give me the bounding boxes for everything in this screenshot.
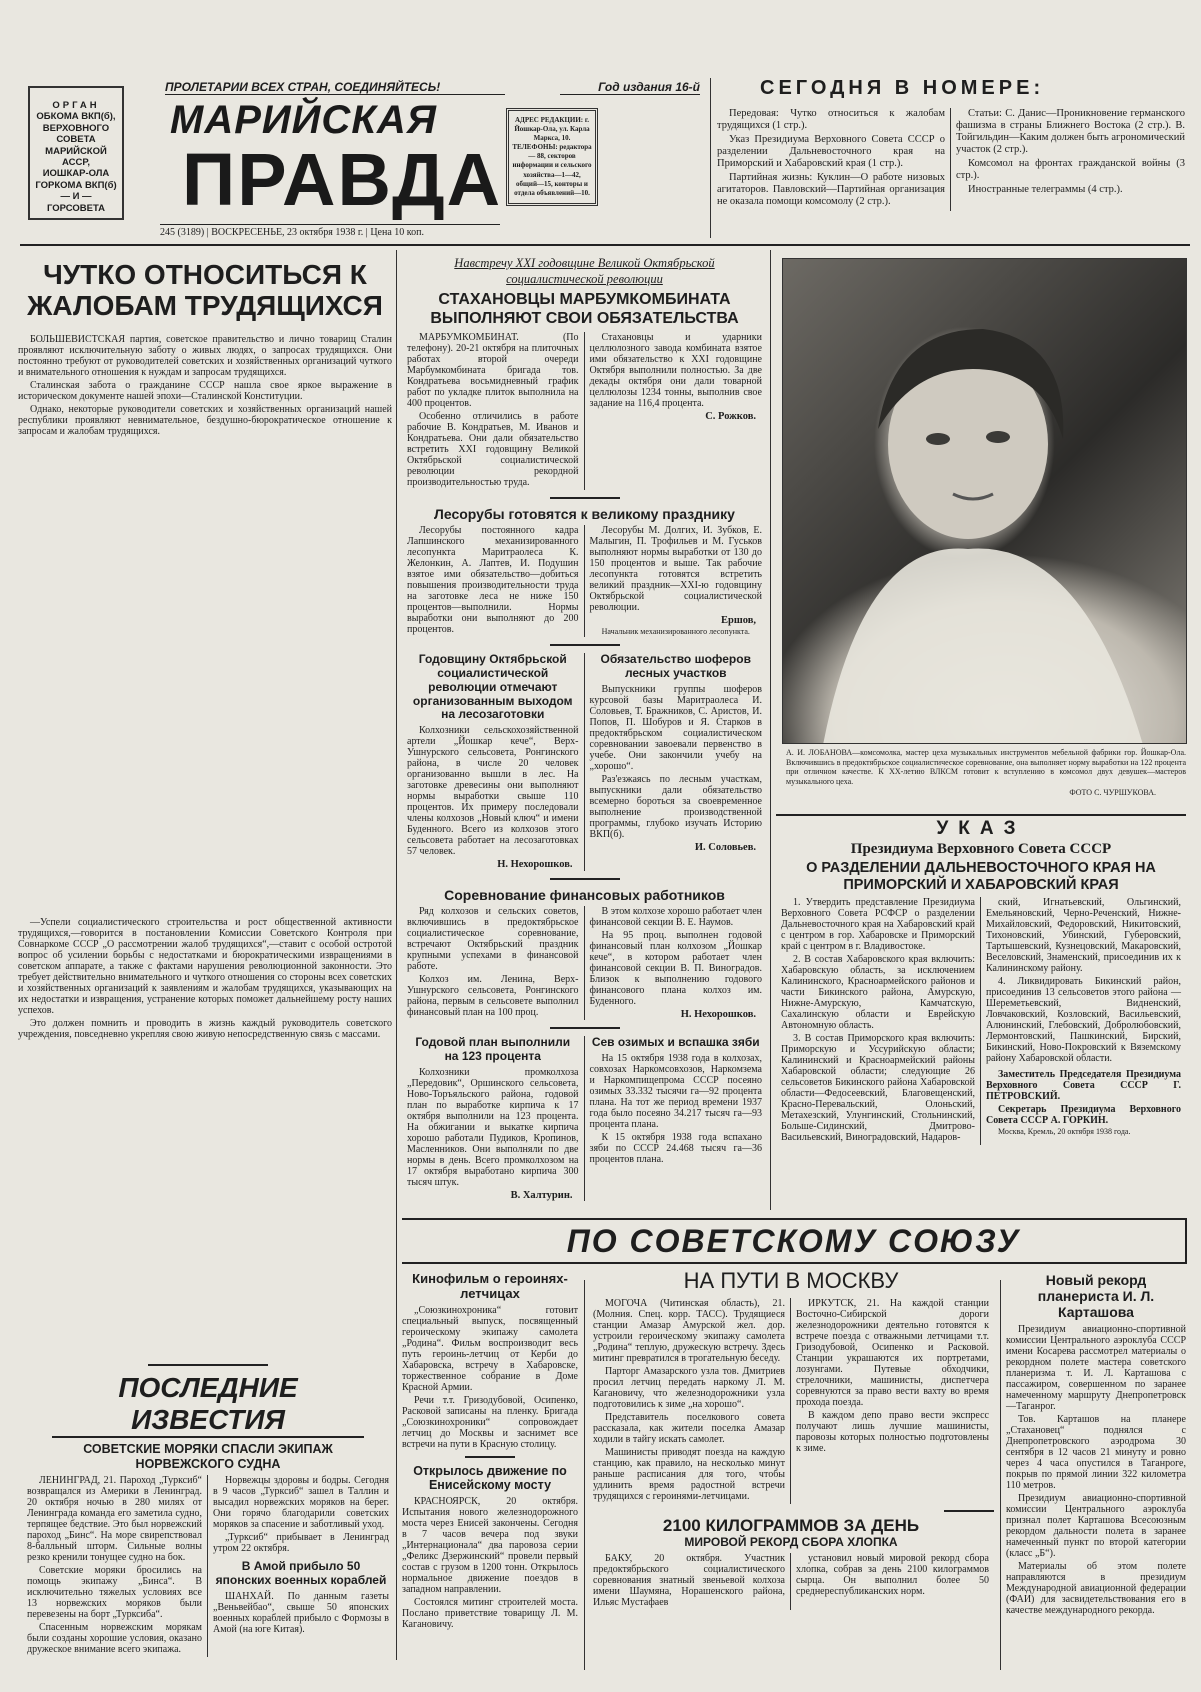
latest-news-title: ПОСЛЕДНИЕ ИЗВЕСТИЯ <box>52 1372 364 1438</box>
portrait-figure <box>783 259 1187 744</box>
article-paragraph: К 15 октября 1938 года вспахано зяби по СССР 24.468 тысяч га—36 процентов плана. <box>589 1132 762 1166</box>
author: Н. Нехорошков. <box>497 859 573 871</box>
article-paragraph: МОГОЧА (Читинская область), 21. (Молния. Спец. корр. ТАСС). Трудящиеся станции Амазар Амурской жел. дор. устроили героическому экипажу самолета „Родина“ теплую, дружескую встречу. Здесь митинг превратился в трогательную беседу. <box>593 1298 785 1365</box>
contents <box>712 108 1190 211</box>
article-title: 2100 КИЛОГРАММОВ ЗА ДЕНЬ <box>662 1516 920 1536</box>
decree-paragraph: 2. В состав Хабаровского края включить: Хабаровскую область, за исключением Калининского, Красноармейского районов и части Бикинского района, Амурскую, Нижне-Амурскую, Камчатскую, Сахалинскую области и Еврейскую Автономную область. <box>781 954 975 1032</box>
article-paragraph: Представитель поселкового совета рассказала, как жители поселка Амазар ходили в тайгу искать самолет. <box>593 1412 785 1446</box>
photo-caption <box>786 748 1186 798</box>
issue-number: 245 (3189) <box>160 227 205 238</box>
article-title: Годовщину Октябрьской социалистической революции отмечают организованным выходом на лесозаготовки <box>412 652 573 722</box>
decree-paragraph: 3. В состав Приморского края включить: Приморскую и Уссурийскую области; Калининский и Красноармейский районы Хабаровской области; следующие 26 сельсоветов Бикинского района Хабаровской области—Федосеевский, Благовещенский, Красно-Перевальский, Олоньский, Метахезский, Улунгинский, Стольнинский, Больше-Сидинский, Дмитрово-Васильевский, Виноградовский, Надаров- <box>781 1033 975 1144</box>
editorial-paragraph: —Успели социалистического строительства и рост общественной активности трудящихся,—говорится в постановлении Комиссии Советского Контроля при Совнаркоме СССР „О рассмотрении жалоб трудящихся“,—ставит с особой остротой вопрос об усилении борьбы с недостатками и бюрократическими извращениями в советском аппарате, а также с фактами нарушения революционной законности. Это требует действительно внимательного и чуткого отношения со стороны всех советских и хозяйственных организаций к заявлениям и жалобам трудящихся, указывающих на их недостатки и извращения, устранение которых поможет дальнейшему росту наших успехов. <box>18 916 392 1016</box>
author: В. Халтурин. <box>510 1189 573 1201</box>
article-paragraph: Речи т.т. Гризодубовой, Осипенко, Расковой записаны на пленку. Бригада „Союзкинохроники“ сопровождает летчиц до Москвы и заснимет все встречи на пути в Красную столицу. <box>402 1394 578 1450</box>
ornament-divider <box>148 1364 268 1366</box>
latest-news <box>22 1360 394 1657</box>
address-box <box>506 108 598 206</box>
author-role: Начальник механизированного лесопункта. <box>601 626 750 636</box>
decree-title: УКАЗ <box>936 818 1026 839</box>
author: И. Соловьев. <box>694 841 756 853</box>
decree-subtitle: Президиума Верховного Совета СССР <box>850 840 1112 857</box>
contents-title: СЕГОДНЯ В НОМЕРЕ: <box>760 77 1045 99</box>
year-of-publication: Год издания 16-й <box>560 80 700 95</box>
decree-signature: Секретарь Президиума Верховного Совета СССР А. ГОРКИН. <box>986 1104 1181 1127</box>
article-title: В Амой прибыло 50 японских военных кораблей <box>215 1559 387 1587</box>
caption-text: А. И. ЛОБАНОВА—комсомолка, мастер цеха музыкальных инструментов мебельной фабрики гор. Йошкар-Ола. Включившись в предоктябрьское социалистическое соревнование, она выполняет норму выработки на 122 процента при отличном качестве. К XX-летию ВЛКСМ готовит к вступлению в комсомол двух девушек—мастеров музыкального цеха. <box>786 748 1186 786</box>
organ-line: ОРГАН <box>52 100 100 111</box>
issue-date: ВОСКРЕСЕНЬЕ, 23 октября 1938 г. <box>211 227 364 238</box>
article-paragraph: На 15 октября 1938 года в колхозах, совхозах Наркомсовхозов, Наркомзема и Наркомпищепрома СССР посеяно озимых 33.332 тысячи га—92 процента плана. На тот же период времени 1937 года было посеяно 34.217 тысяч га—93 процента плана. <box>589 1053 762 1131</box>
author: Н. Нехорошков. <box>680 1008 756 1020</box>
editorial-title: ЧУТКО ОТНОСИТЬСЯ К ЖАЛОБАМ ТРУДЯЩИХСЯ <box>27 259 383 321</box>
organ-line: ОБКОМА ВКП(б), <box>36 111 116 123</box>
article-paragraph: Колхоз им. Ленина, Верх-Ушнурского сельсовета, Ронгинского района, первым в сельсовете выполнил финансовый план на 100 проц. <box>407 973 579 1018</box>
article-paragraph: БАКУ, 20 октября. Участник предоктябрьского социалистического соревнования знатный звеньевой колхоза имени Шаумяна, Норашенского района, Ильяс Мустафаев <box>593 1552 785 1608</box>
put-article <box>588 1268 994 1610</box>
article-title: Соревнование финансовых работников <box>444 886 725 903</box>
center-column <box>402 256 767 1201</box>
decree-headline: О РАЗДЕЛЕНИИ ДАЛЬНЕВОСТОЧНОГО КРАЯ НА ПРИМОРСКИЙ И ХАБАРОВСКИЙ КРАЯ <box>806 859 1156 893</box>
organ-line: МАРИЙСКОЙ АССР, <box>45 145 107 168</box>
slogan: ПРОЛЕТАРИИ ВСЕХ СТРАН, СОЕДИНЯЙТЕСЬ! <box>165 80 505 95</box>
article-paragraph: ШАНХАЙ. По данным газеты „Веньвейбао“, свыше 50 японских военных кораблей прибыло с Формозы в Амой (на юге Китая). <box>213 1590 389 1635</box>
article-paragraph: Президиум авиационно-спортивной комиссии Центрального аэроклуба СССР имени Косарева рассмотрел материалы о рекордном полете мастера советского планеризма т. И. Л. Карташова с пассажиром, совершенном по заранее намеченному маршруту Днепропетровск—Таганрог. <box>1006 1324 1186 1413</box>
article-paragraph: На 95 проц. выполнен годовой финансовый план колхозом „Йошкар кече“, в котором работает член финансовой секции В. П. Виноградов. Близок к выполнению годового финансового плана колхоз им. Буденного. <box>589 929 762 1007</box>
article-paragraph: Спасенным норвежским морякам были созданы хорошие условия, оказано дружеское внимание всего экипажа. <box>27 1622 202 1656</box>
organ-line: ГОРКОМА ВКП(б) <box>35 179 117 191</box>
editorial <box>18 254 392 1042</box>
article-paragraph: ЛЕНИНГРАД, 21. Пароход „Турксиб“ возвращался из Америки в Ленинград. 20 октября ночью в 280 милях от Ленинграда команда его заметила судно, терпящее бедствие. Это был норвежский пароход „Бинс“. На море свирепствовал 8-балльный шторм. Сильные волны резко кренили тонущее судно на бок. <box>27 1475 202 1564</box>
article-paragraph: Стахановцы и ударники целлюлозного завода комбината взятое ими обязательство к XXI годовщине Октября выполнили полностью. За две декады октября они дали товарной целлюлозы 1234 тонны, выполнив свое задание на 116,4 процента. <box>589 332 762 410</box>
kino-article <box>402 1272 578 1632</box>
newspaper-title-2: ПРАВДА <box>182 138 503 221</box>
price: Цена 10 коп. <box>370 227 424 238</box>
article-title: Обязательство шоферов лесных участков <box>600 652 751 680</box>
article-title: Новый рекорд планериста И. Л. Карташова <box>1037 1272 1155 1321</box>
article-paragraph: Материалы об этом полете направляются в президиум Международной авиационной федерации (ФАИ) для засвидетельствования его в качестве международного рекорда. <box>1006 1561 1186 1617</box>
editorial-paragraph: Сталинская забота о гражданине СССР нашла свое яркое выражение в историческом документе нашей эпохи—Сталинской Конституции. <box>18 379 392 402</box>
decree-place-date: Москва, Кремль, 20 октября 1938 года. <box>998 1127 1131 1137</box>
article-paragraph: Лесорубы М. Долгих, И. Зубков, Е. Малыгин, П. Трофильев и М. Гуськов выполняют нормы выработки от 130 до 150 процентов и выше. Так рабочие лесопункта готовятся встретить великий праздник—XXI-ю годовщину Октябрьской социалистической революции. <box>589 525 762 614</box>
decree-paragraph: 1. Утвердить представление Президиума Верховного Совета РСФСР о разделении Дальневосточного края на Хабаровский край с центром в гор. Хабаровске и Приморский край с центром в г. Владивостоке. <box>781 897 975 953</box>
kicker: Навстречу XXI годовщине Великой Октябрьской социалистической революции <box>454 256 715 286</box>
contents-item: Иностранные телеграммы (4 стр.). <box>968 184 1123 196</box>
article-paragraph: В каждом депо право вести экспресс получают лишь лучшие машинисты, паровозы которых полностью подготовлены к зиме. <box>796 1410 989 1455</box>
contents-item: Передовая: Чутко относиться к жалобам трудящихся (1 стр.). <box>717 108 945 132</box>
decree-signature: Заместитель Председателя Президиума Верховного Совета СССР Г. ПЕТРОВСКИЙ. <box>986 1069 1181 1103</box>
article-subtitle: МИРОВОЙ РЕКОРД СБОРА ХЛОПКА <box>684 1534 898 1549</box>
article-paragraph: МАРБУМКОМБИНАТ. (По телефону). 20-21 октября на плиточных работах второй очереди Марбумкомбината бригада тов. Кондратьева восьмидневный график работ по укладке плиток выполнила на 400 процентов. <box>407 332 579 410</box>
soviet-banner <box>402 1218 1187 1264</box>
article-title: Сев озимых и вспашка зяби <box>591 1035 760 1050</box>
article-paragraph: Тов. Карташов на планере „Стахановец“ поднялся с Днепропетровского аэродрома 30 сентября в 12 часов 21 минуту и ровно через 4 часа опустился в Таганроге, покрыв по прямой линии 322 километра 110 метров. <box>1006 1414 1186 1492</box>
article-paragraph: Парторг Амазарского узла тов. Дмитриев просил летчиц передать наркому Л. М. Кагановичу, что железнодорожники узла подготовились к зиме „на хорошо“. <box>593 1366 785 1411</box>
decree-paragraph: 4. Ликвидировать Бикинский район, присоединив 13 сельсоветов этого района — Шереметьевский, Видненский, Ловчаковский, Козловский, Васильевский, Алюнинский, Глебовский, Добролюбовский, Лермонтовский, Пашкинский, Бирский, Бикинский, Ново-Покровский к Вяземскому району Хабаровской области. <box>986 976 1181 1065</box>
article-paragraph: Машинисты приводят поезда на каждую станцию, как правило, на несколько минут раньше расписания для того, чтобы удлинить время радостной встречи трудящихся с героинями-летчицами. <box>593 1447 785 1503</box>
editorial-paragraph: Это должен помнить и проводить в жизнь каждый руководитель советского учреждения, повседневно укрепляя свою живую непосредственную связь с массами. <box>18 1017 392 1040</box>
article-paragraph: Президиум авиационно-спортивной комиссии Центрального аэроклуба признал полет Карташова Всесоюзным рекордом дальности полета в заранее намеченный пункт по второй категории (класс „Б“). <box>1006 1493 1186 1560</box>
portrait-photo <box>782 258 1187 744</box>
article-title: СОВЕТСКИЕ МОРЯКИ СПАСЛИ ЭКИПАЖ НОРВЕЖСКОГО СУДНА <box>83 1442 333 1471</box>
article-paragraph: установил новый мировой рекорд сбора хлопка, собрав за день 2100 килограммов сырца. Он выполнил более 50 среднереспубликанских норм. <box>796 1552 989 1597</box>
article-title: НА ПУТИ В МОСКВУ <box>683 1268 899 1293</box>
decree-paragraph: ский, Игнатьевский, Ольгинский, Емельяновский, Черно-Реченский, Нижне-Михайловский, Федоровский, Никитовский, Тихоновский, Убинский, Губеровский, Тартышевский, Кузнецовский, Макаровский, Веселовский, Знаменский, присоединив их к Калининскому району. <box>986 897 1181 975</box>
issue-line: 245 (3189) | ВОСКРЕСЕНЬЕ, 23 октября 1938 г. | Цена 10 коп. <box>160 224 500 239</box>
article-paragraph: Выпускники группы шоферов курсовой базы Маритраолеса И. Соловьев, Т. Бражников, С. Аристов, И. Попов, П. Шобуров и Я. Старков в предоктябрьском социалистическом соревновании завоевали первенство в учебе. Они закончили учебу на „хорошо“. <box>589 683 762 772</box>
article-paragraph: ИРКУТСК, 21. На каждой станции Восточно-Сибирской дороги железнодорожники деятельно готовятся к встрече поезда с отважными летчицами т.т. Гризодубовой, Осипенко и Расковой. Станции украшаются их портретами, лозунгами. Путевые обходчики, стрелочники, машинисты, диспетчера соревнуются за право вести вахту во время прохода поезда. <box>796 1298 989 1409</box>
organ-box <box>28 86 124 220</box>
article-paragraph: Особенно отличились в работе рабочие В. Кондратьев, М. Иванов и Кондратьева. Они дали обязательство встретить XXI годовщину Великой Октябрьской социалистической революции рекордной производительностью труда. <box>407 411 579 489</box>
article-paragraph: Колхозники промколхоза „Передовик“, Оршинского сельсовета, Ново-Торъяльского района, годовой план по выработке кирпича к 17 октября выполнили на 123 процента. На обжигании и выкатке кирпича хорошо работали Пудиков, Кропинов, Масленников. Они выполняли по две нормы в день. Всего промколхозом на 17 октября выработано кирпича 300 тысяч штук. <box>407 1066 579 1188</box>
organ-line: ИОШКАР-ОЛА <box>42 168 110 180</box>
editorial-paragraph: Однако, некоторые руководители советских и хозяйственных организаций нашей республики проявляют невнимательное, бездушно-бюрократическое отношение к запросам и жалобам трудящихся. <box>18 403 392 437</box>
photo-credit: ФОТО С. ЧУРШУКОВА. <box>1069 788 1156 798</box>
article-paragraph: В этом колхозе хорошо работает член финансовой секции В. Е. Наумов. <box>589 905 762 928</box>
article-title: Открылось движение по Енисейскому мосту <box>413 1463 567 1493</box>
organ-line: ВЕРХОВНОГО <box>42 122 110 134</box>
organ-line: СОВЕТА <box>56 134 96 146</box>
article-paragraph: Колхозники сельскохозяйственной артели „Йошкар кече“, Верх-Ушнурского сельсовета, Ронгинского района, в числе 20 человек организованно вышли в лес. На заготовке древесины они выполняют нормы выработки свыше 110 процентов. Их примеру последовали члены колхозов „Новый ключ“ и имени Буденного. Всего из колхозов этого сельсовета работает на лесозаготовках 57 человек. <box>407 725 579 858</box>
address-text: АДРЕС РЕДАКЦИИ: г. Йошкар-Ола, ул. Карла Маркса, 10. ТЕЛЕФОНЫ: редактора — 88, секторов информации и сельского хозяйства—1—42, общий—15, конторы и отдела объявлений—10. <box>512 116 592 197</box>
article-paragraph: „Турксиб“ прибывает в Ленинград утром 22 октября. <box>213 1532 389 1555</box>
author: Ершов, <box>721 615 756 627</box>
contents-item: Комсомол на фронтах гражданской войны (3 стр.). <box>956 158 1185 182</box>
contents-item: Указ Президиума Верховного Совета СССР о разделении Дальневосточного края на Приморский и Хабаровский края (1 стр.). <box>717 134 945 170</box>
article-paragraph: Норвежцы здоровы и бодры. Сегодня в 9 часов „Турксиб“ зашел в Таллин и высадил норвежских моряков на берег. Они горячо благодарили советских моряков за спасение и заботливый уход. <box>213 1475 389 1531</box>
contents-item: Статьи: С. Данис—Проникновение германского фашизма в страны Ближнего Востока (2 стр.). В. Тойгильдин—Каким должен быть агрономический участок (2 стр.). <box>956 108 1185 156</box>
editorial-paragraph: БОЛЬШЕВИСТСКАЯ партия, советское правительство и лично товарищ Сталин проявляют исключительную заботу о живых людях, о запросах трудящихся. Они постоянно требуют от руководителей советских и хозяйственных организаций чуткого и внимательного отношения к нуждам и запросам трудящихся. <box>18 333 392 378</box>
article-paragraph: Лесорубы постоянного кадра Лапшинского механизированного лесопункта Маритраолеса К. Желонкин, А. Лаптев, И. Подушин взятое ими обязательство—добиться повышения производительности труда на заготовке леса не ниже 150 процентов—выполнили. Нормы выработки они выполняют до 200 процентов. <box>407 525 579 636</box>
record-article <box>1006 1272 1186 1618</box>
article-paragraph: Состоялся митинг строителей моста. Послано приветствие товарищу Л. М. Кагановичу. <box>402 1596 578 1630</box>
article-title: Годовой план выполнили на 123 процента <box>415 1035 571 1064</box>
decree <box>776 818 1186 1145</box>
soviet-banner-title: ПО СОВЕТСКОМУ СОЮЗУ <box>566 1223 1021 1259</box>
article-paragraph: Советские моряки бросились на помощь экипажу „Бинса“. В исключительно тяжелых условиях все 13 норвежских моряков были перевезены на борт „Турксиба“. <box>27 1565 202 1621</box>
article-paragraph: „Союзкинохроника“ готовит специальный выпуск, посвященный героическому экипажу самолета „Родина“. Фильм воспроизводит весь путь героинь-летчиц от Керби до Хабаровска, встречу в Хабаровске, торжественное собрание в Доме Красной Армии. <box>402 1304 578 1393</box>
article-title: СТАХАНОВЦЫ МАРБУМКОМБИНАТА ВЫПОЛНЯЮТ СВОИ ОБЯЗАТЕЛЬСТВА <box>430 291 739 327</box>
article-paragraph: Раз'езжаясь по лесным участкам, выпускники дали обязательство всемерно бороться за своевременное выполнение производственной программы, глубоко изучать Историю ВКП(б). <box>589 773 762 840</box>
organ-line: — И — <box>60 191 92 203</box>
article-title: Лесорубы готовятся к великому празднику <box>434 506 735 523</box>
article-title: Кинофильм о героинях-летчицах <box>412 1271 568 1301</box>
organ-line: ГОРСОВЕТА <box>46 202 106 214</box>
newspaper-title-1: МАРИЙСКАЯ <box>170 98 437 142</box>
author: С. Рожков. <box>705 411 756 423</box>
contents-item: Партийная жизнь: Куклин—О работе низовых агитаторов. Павловский—Партийная организация не оказала помощи комсомолу (2 стр.). <box>717 172 945 208</box>
article-paragraph: Ряд колхозов и сельских советов, включившись в предоктябрьское социалистическое соревнование, встречают Октябрьский праздник крупными успехами в финансовой работе. <box>407 905 579 972</box>
article-paragraph: КРАСНОЯРСК, 20 октября. Испытания нового железнодорожного моста через Енисей закончены. Сегодня в 7 часов вечера под звуки „Интернационала“ два паровоза серии „Феликс Дзержинский“ провели первый состав с грузом в 1200 тонн. Открылось нормальное движение поездов в западном направлении. <box>402 1495 578 1595</box>
